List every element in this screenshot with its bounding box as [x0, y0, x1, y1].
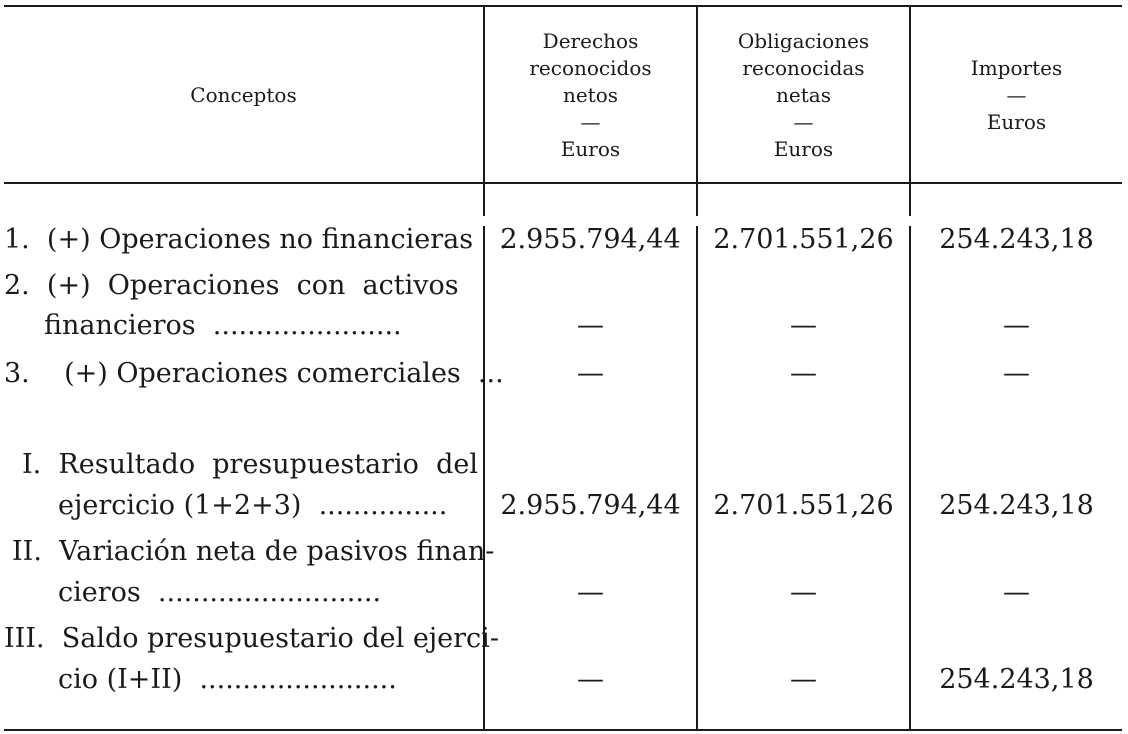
- row-2-concept-line2: [44, 304, 402, 348]
- concept-text: cieros ..........................: [58, 577, 382, 608]
- header-derechos-line: reconocidos: [529, 56, 652, 80]
- concept-text: ejercicio (1+2+3) ...............: [58, 490, 448, 521]
- header-derechos-line: Euros: [560, 137, 621, 161]
- row-II-importes: —: [1003, 577, 1030, 608]
- row-I-concept-line2: [58, 484, 447, 528]
- header-rule: [4, 182, 1122, 184]
- row-2-importes: —: [1003, 310, 1030, 341]
- concept-text: financieros ......................: [44, 310, 402, 341]
- row-II-concept-line1: [12, 530, 494, 574]
- header-conceptos-label: Conceptos: [190, 83, 297, 107]
- header-derechos-line: Derechos: [542, 29, 639, 53]
- header-importes-line: —: [1006, 83, 1027, 107]
- row-2-obligaciones: —: [790, 310, 817, 341]
- row-II-concept-line2: [58, 571, 381, 615]
- concept-text: III. Saldo presupuestario del ejerci-: [4, 623, 499, 654]
- concept-text: 1. (+) Operaciones no financieras .: [4, 224, 508, 255]
- row-1-derechos: 2.955.794,44: [500, 224, 681, 255]
- header-importes-line: Importes: [970, 56, 1063, 80]
- row-2-concept-line1: [4, 264, 459, 308]
- row-3-concept: [4, 352, 504, 396]
- body-divider-2: [696, 226, 698, 730]
- row-III-derechos: —: [577, 664, 604, 695]
- header-obligaciones-line: Obligaciones: [737, 29, 870, 53]
- header-derechos-line: netos: [562, 83, 619, 107]
- header-obligaciones-line: Euros: [773, 137, 834, 161]
- row-II-derechos: —: [577, 577, 604, 608]
- header-obligaciones-line: netas: [776, 83, 831, 107]
- row-II-obligaciones: —: [790, 577, 817, 608]
- concept-text: 3. (+) Operaciones comerciales ...: [4, 358, 504, 389]
- header-importes: [911, 55, 1122, 136]
- row-III-concept-line1: [4, 617, 499, 661]
- top-rule: [4, 5, 1122, 7]
- row-III-obligaciones: —: [790, 664, 817, 695]
- header-importes-line: Euros: [986, 110, 1047, 134]
- header-obligaciones-line: reconocidas: [742, 56, 865, 80]
- body-divider-3: [909, 226, 911, 730]
- row-3-derechos: —: [577, 358, 604, 389]
- row-III-importes: 254.243,18: [939, 664, 1094, 695]
- concept-text: cio (I+II) .......................: [58, 664, 397, 695]
- row-3-importes: —: [1003, 358, 1030, 389]
- row-I-derechos: 2.955.794,44: [500, 490, 681, 521]
- header-conceptos: [4, 82, 483, 109]
- row-I-concept-line1: [22, 443, 478, 487]
- header-obligaciones: [698, 28, 909, 163]
- header-derechos-line: —: [580, 110, 601, 134]
- row-I-obligaciones: 2.701.551,26: [713, 490, 894, 521]
- row-1-concept: [4, 218, 507, 262]
- row-III-concept-line2: [58, 658, 397, 702]
- row-1-obligaciones: 2.701.551,26: [713, 224, 894, 255]
- header-derechos: [485, 28, 696, 163]
- row-2-derechos: —: [577, 310, 604, 341]
- bottom-rule: [4, 729, 1122, 731]
- row-3-obligaciones: —: [790, 358, 817, 389]
- concept-text: II. Variación neta de pasivos finan-: [12, 536, 495, 567]
- header-obligaciones-line: —: [793, 110, 814, 134]
- row-I-importes: 254.243,18: [939, 490, 1094, 521]
- concept-text: I. Resultado presupuestario del: [22, 449, 478, 480]
- concept-text: 2. (+) Operaciones con activos: [4, 270, 459, 301]
- row-1-importes: 254.243,18: [939, 224, 1094, 255]
